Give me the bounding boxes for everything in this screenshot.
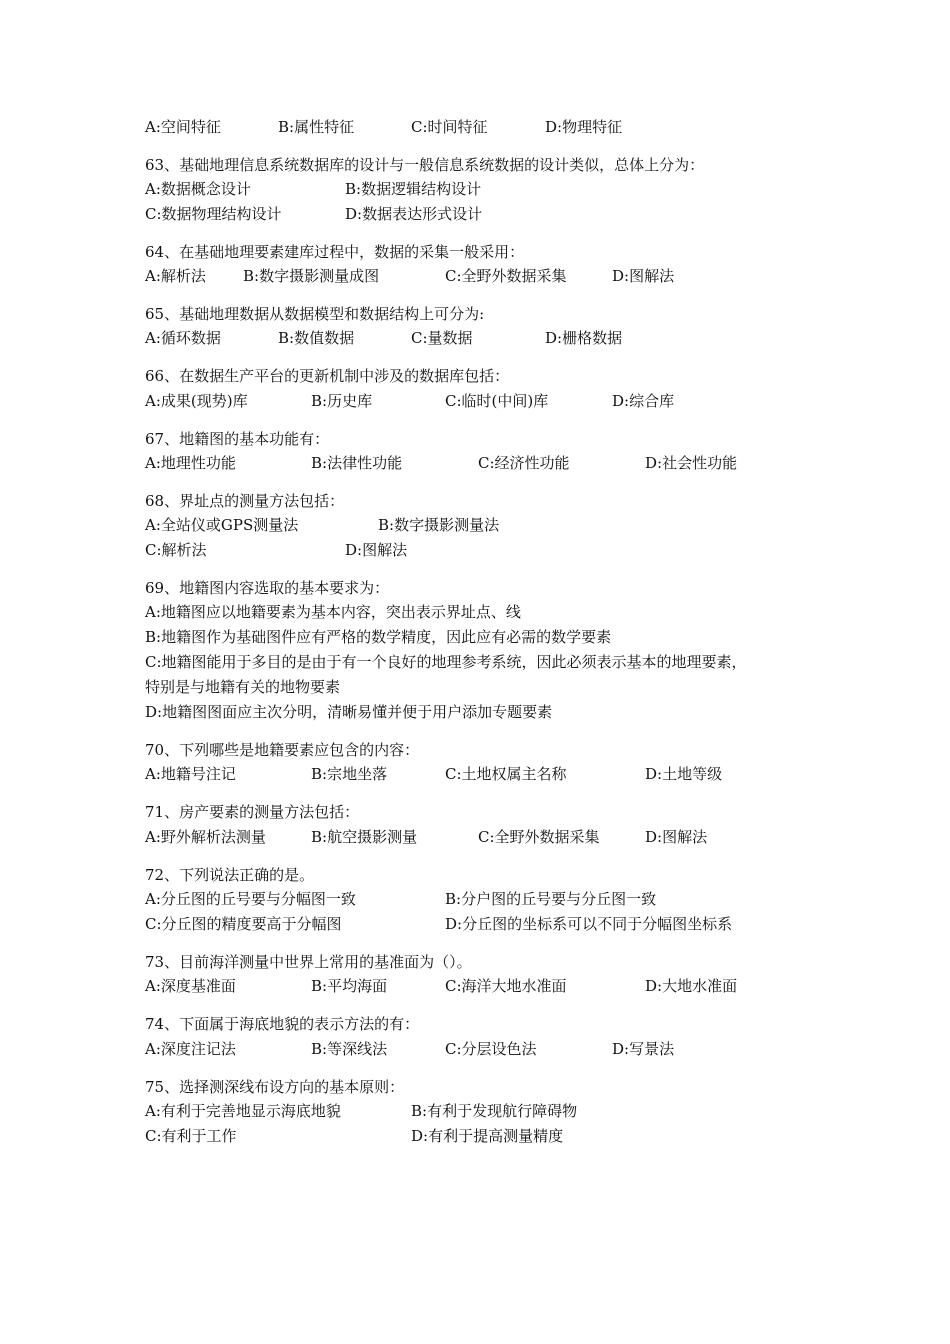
- q70-option-a: A:地籍号注记: [145, 765, 236, 783]
- q67-option-a: A:地理性功能: [145, 454, 236, 472]
- q63-option-d: D:数据表达形式设计: [345, 205, 483, 223]
- q72-option-d: D:分丘图的坐标系可以不同于分幅图坐标系: [445, 915, 733, 933]
- q70-question: 70、下列哪些是地籍要素应包含的内容：: [145, 741, 420, 759]
- q68-option-b: B:数字摄影测量法: [378, 516, 500, 534]
- q73-option-b: B:平均海面: [311, 977, 388, 995]
- q69-option-a: A:地籍图应以地籍要素为基本内容，突出表示界址点、线: [145, 603, 521, 621]
- q64-option-b: B:数字摄影测量成图: [243, 267, 380, 285]
- q66-option-d: D:综合库: [612, 392, 675, 410]
- q68-option-d: D:图解法: [345, 541, 408, 559]
- q75-option-b: B:有利于发现航行障碍物: [411, 1102, 578, 1120]
- q65-option-a: A:循环数据: [145, 329, 221, 347]
- q73-option-a: A:深度基准面: [145, 977, 236, 995]
- q62-option-c: C:时间特征: [411, 118, 488, 136]
- q70-option-d: D:土地等级: [645, 765, 723, 783]
- q71-option-b: B:航空摄影测量: [311, 828, 418, 846]
- q73-option-c: C:海洋大地水准面: [445, 977, 567, 995]
- q64-option-c: C:全野外数据采集: [445, 267, 567, 285]
- q65-option-b: B:数值数据: [278, 329, 355, 347]
- q69-option-b: B:地籍图作为基础图件应有严格的数学精度，因此应有必需的数学要素: [145, 628, 612, 646]
- q66-option-b: B:历史库: [311, 392, 373, 410]
- q69-option-d: D:地籍图图面应主次分明，清晰易懂并便于用户添加专题要素: [145, 703, 553, 721]
- q70-option-b: B:宗地坐落: [311, 765, 388, 783]
- q74-option-c: C:分层设色法: [445, 1040, 537, 1058]
- q62-option-d: D:物理特征: [545, 118, 623, 136]
- q71-option-a: A:野外解析法测量: [145, 828, 266, 846]
- q71-option-c: C:全野外数据采集: [478, 828, 600, 846]
- q70-option-c: C:土地权属主名称: [445, 765, 567, 783]
- q63-option-b: B:数据逻辑结构设计: [345, 180, 482, 198]
- q72-option-b: B:分户图的丘号要与分丘图一致: [445, 890, 657, 908]
- q66-option-c: C:临时(中间)库: [445, 392, 549, 410]
- q64-option-d: D:图解法: [612, 267, 675, 285]
- q74-option-a: A:深度注记法: [145, 1040, 236, 1058]
- q69-option-c: C:地籍图能用于多目的是由于有一个良好的地理参考系统，因此必须表示基本的地理要素，: [145, 653, 747, 671]
- q62-option-a: A:空间特征: [145, 118, 221, 136]
- q62-option-b: B:属性特征: [278, 118, 355, 136]
- q68-question: 68、界址点的测量方法包括：: [145, 492, 345, 510]
- q72-option-c: C:分丘图的精度要高于分幅图: [145, 915, 342, 933]
- q64-option-a: A:解析法: [145, 267, 206, 285]
- q71-question: 71、房产要素的测量方法包括：: [145, 803, 360, 821]
- q64-question: 64、在基础地理要素建库过程中，数据的采集一般采用：: [145, 243, 525, 261]
- q63-option-a: A:数据概念设计: [145, 180, 251, 198]
- q68-option-c: C:解析法: [145, 541, 207, 559]
- q75-option-a: A:有利于完善地显示海底地貌: [145, 1102, 341, 1120]
- q65-question: 65、基础地理数据从数据模型和数据结构上可分为:: [145, 305, 485, 323]
- q66-question: 66、在数据生产平台的更新机制中涉及的数据库包括：: [145, 367, 510, 385]
- q73-question: 73、目前海洋测量中世界上常用的基准面为（）。: [145, 953, 472, 971]
- q67-option-c: C:经济性功能: [478, 454, 570, 472]
- q67-question: 67、地籍图的基本功能有：: [145, 430, 330, 448]
- q65-option-c: C:量数据: [411, 329, 473, 347]
- q72-option-a: A:分丘图的丘号要与分幅图一致: [145, 890, 356, 908]
- q74-option-d: D:写景法: [612, 1040, 675, 1058]
- q65-option-d: D:栅格数据: [545, 329, 623, 347]
- q67-option-d: D:社会性功能: [645, 454, 738, 472]
- q63-question: 63、基础地理信息系统数据库的设计与一般信息系统数据的设计类似，总体上分为：: [145, 156, 705, 174]
- q69-question: 69、地籍图内容选取的基本要求为：: [145, 579, 390, 597]
- q66-option-a: A:成果(现势)库: [145, 392, 248, 410]
- q67-option-b: B:法律性功能: [311, 454, 403, 472]
- q73-option-d: D:大地水准面: [645, 977, 738, 995]
- q74-option-b: B:等深线法: [311, 1040, 388, 1058]
- q68-option-a: A:全站仪或GPS测量法: [145, 516, 299, 534]
- q74-question: 74、下面属于海底地貌的表示方法的有：: [145, 1015, 420, 1033]
- q75-question: 75、选择测深线布设方向的基本原则：: [145, 1078, 405, 1096]
- q75-option-c: C:有利于工作: [145, 1127, 237, 1145]
- q71-option-d: D:图解法: [645, 828, 708, 846]
- q63-option-c: C:数据物理结构设计: [145, 205, 282, 223]
- q72-question: 72、下列说法正确的是。: [145, 866, 315, 884]
- q69-option-c-continued: 特别是与地籍有关的地物要素: [145, 678, 341, 696]
- q75-option-d: D:有利于提高测量精度: [411, 1127, 564, 1145]
